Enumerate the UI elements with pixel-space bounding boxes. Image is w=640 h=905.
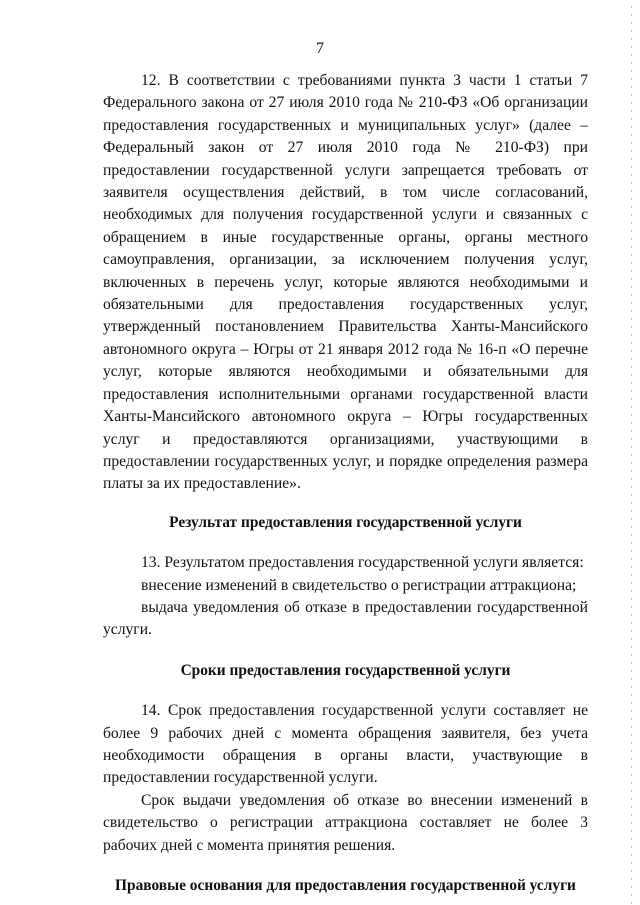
paragraph-14-b: Срок выдачи уведомления об отказе во внесении изменений в свидетельство о регистрации аттракциона составляет не более 3 рабочих дней с момента принятия решения. xyxy=(103,791,588,854)
paragraph-13-item-a: внесение изменений в свидетельство о регистрации аттракциона; xyxy=(141,576,577,594)
section-heading-terms: Сроки предоставления государственной услуги xyxy=(180,661,511,679)
paragraph-13: 13. Результатом предоставления государственной услуги является: xyxy=(141,554,584,572)
paragraph-13-item-b: выдача уведомления об отказе в предоставлении государственной услуги. xyxy=(103,598,588,639)
paragraph-12: 12. В соответствии с требованиями пункта 3 части 1 статьи 7 Федерального закона от 27 июля 2010 года № 210-ФЗ «Об организации предоставления государственных и муниципальных услуг» (далее – Федеральный закон от 27 июля 2010 года № 210-ФЗ) при предоставлении государственной услуги запрещается требовать от заявителя осуществления действий, в том числе согласований, необходимых для получения государственной услуги и связанных с обращением в иные государственные органы, органы местного самоуправления, организации, за исключением получения услуг, включенных в перечень услуг, которые являются необходимыми и обязательными для предоставления государственных услуг, утвержденный постановлением Правительства Ханты-Мансийского автономного округа – Югры от 21 января 2012 года № 16-п «О перечне услуг, которые являются необходимыми и обязательными для предоставления исполнительными органами государственной власти Ханты-Мансийского автономного округа – Югры государственных услуг и предоставляются организациями, участвующими в предоставлении государственных услуг, и порядке определения размера платы за их предоставление». xyxy=(103,72,588,493)
paragraph-14: 14. Срок предоставления государственной услуги составляет не более 9 рабочих дней с момента обращения заявителя, без учета необходимости обращения в органы власти, участвующие в предоставлении государственной услуги. xyxy=(103,702,588,787)
section-heading-result: Результат предоставления государственной услуги xyxy=(169,513,522,531)
page-number: 7 xyxy=(316,40,324,57)
section-heading-legal: Правовые основания для предоставления государственной услуги xyxy=(115,877,576,894)
scan-edge-line xyxy=(631,0,632,905)
document-body xyxy=(103,70,588,897)
